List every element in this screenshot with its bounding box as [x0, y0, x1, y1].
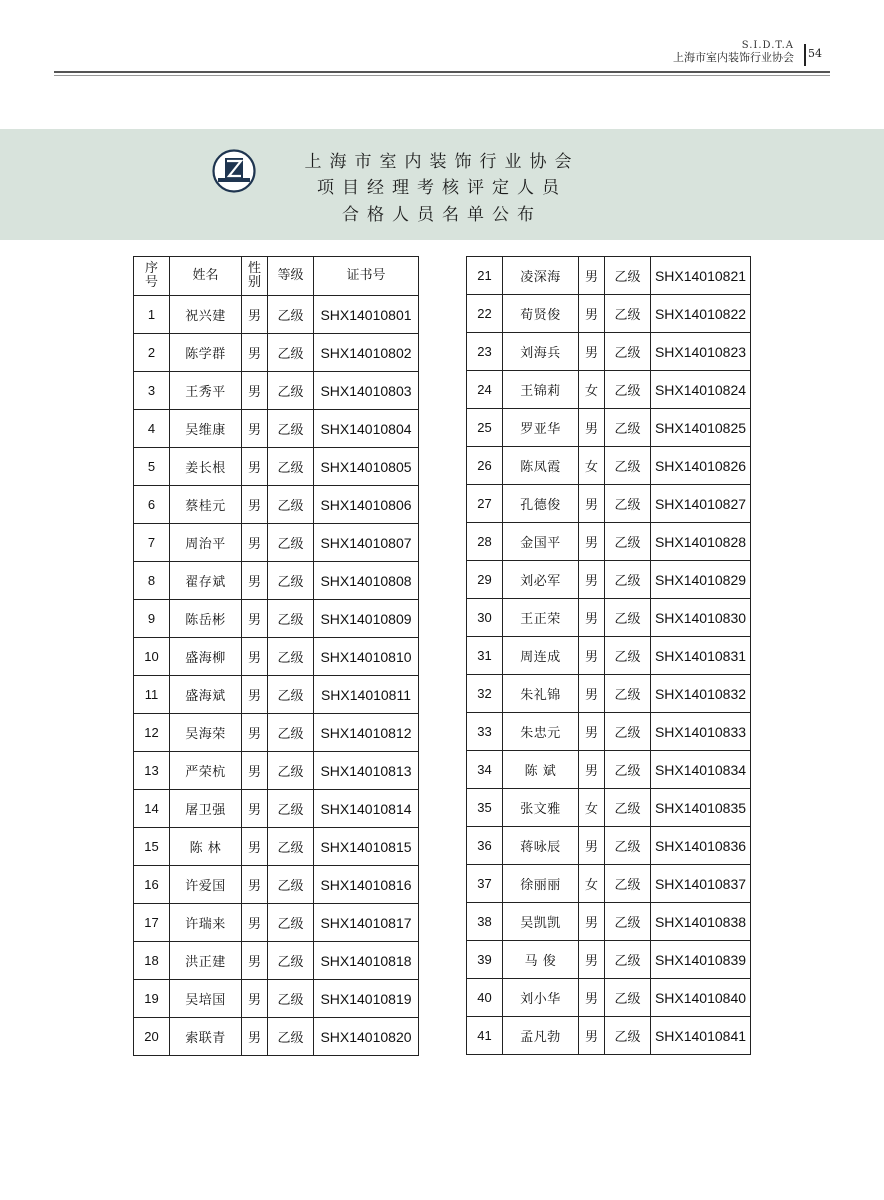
- row-gender: 男: [242, 942, 268, 980]
- row-grade: 乙级: [605, 257, 651, 295]
- row-grade: 乙级: [605, 713, 651, 751]
- row-grade: 乙级: [268, 600, 314, 638]
- row-name: 罗亚华: [503, 409, 579, 447]
- row-gender: 男: [242, 638, 268, 676]
- row-gender: 男: [242, 448, 268, 486]
- row-cert: SHX14010815: [314, 828, 419, 866]
- row-cert: SHX14010811: [314, 676, 419, 714]
- row-name: 孟凡勃: [503, 1017, 579, 1055]
- row-gender: 女: [579, 447, 605, 485]
- table-row: [467, 789, 751, 827]
- row-grade: 乙级: [268, 448, 314, 486]
- table-row: [134, 524, 419, 562]
- roster-table-left: [133, 256, 419, 1056]
- row-index: 37: [467, 865, 503, 903]
- row-grade: 乙级: [268, 714, 314, 752]
- row-index: 28: [467, 523, 503, 561]
- row-gender: 男: [579, 257, 605, 295]
- row-gender: 男: [242, 676, 268, 714]
- table-row: [134, 980, 419, 1018]
- table-header-row: [134, 257, 419, 296]
- row-gender: 男: [579, 751, 605, 789]
- row-gender: 男: [579, 295, 605, 333]
- header-abbreviation: S.I.D.T.A: [741, 40, 794, 51]
- banner-title-line-3: 合格人员名单公布: [342, 205, 542, 225]
- row-cert: SHX14010805: [314, 448, 419, 486]
- table-row: [467, 903, 751, 941]
- row-index: 30: [467, 599, 503, 637]
- row-grade: 乙级: [268, 296, 314, 334]
- row-index: 25: [467, 409, 503, 447]
- header-name: 姓名: [170, 257, 242, 296]
- header-divider: [804, 44, 806, 66]
- row-grade: 乙级: [268, 752, 314, 790]
- row-gender: 男: [242, 828, 268, 866]
- table-row: [467, 827, 751, 865]
- row-cert: SHX14010821: [651, 257, 751, 295]
- row-index: 6: [134, 486, 170, 524]
- row-cert: SHX14010836: [651, 827, 751, 865]
- row-gender: 男: [242, 562, 268, 600]
- row-gender: 男: [242, 486, 268, 524]
- header-rule: [54, 71, 830, 73]
- row-grade: 乙级: [605, 523, 651, 561]
- row-index: 5: [134, 448, 170, 486]
- row-cert: SHX14010837: [651, 865, 751, 903]
- row-name: 凌深海: [503, 257, 579, 295]
- row-grade: 乙级: [268, 486, 314, 524]
- row-grade: 乙级: [268, 410, 314, 448]
- row-cert: SHX14010804: [314, 410, 419, 448]
- row-grade: 乙级: [268, 638, 314, 676]
- row-index: 13: [134, 752, 170, 790]
- row-gender: 男: [579, 675, 605, 713]
- row-gender: 男: [579, 485, 605, 523]
- header-organization: 上海市室内装饰行业协会: [673, 51, 794, 64]
- row-grade: 乙级: [605, 599, 651, 637]
- row-gender: 男: [242, 866, 268, 904]
- row-gender: 男: [579, 409, 605, 447]
- row-name: 祝兴建: [170, 296, 242, 334]
- header-index-text: 序号: [144, 261, 158, 290]
- table-row: [467, 371, 751, 409]
- row-gender: 女: [579, 789, 605, 827]
- table-row: [134, 410, 419, 448]
- table-row: [467, 751, 751, 789]
- table-row: [134, 676, 419, 714]
- row-cert: SHX14010834: [651, 751, 751, 789]
- page-number: 54: [808, 47, 822, 60]
- row-gender: 男: [242, 1018, 268, 1056]
- row-grade: 乙级: [605, 637, 651, 675]
- row-name: 陈岳彬: [170, 600, 242, 638]
- row-cert: SHX14010841: [651, 1017, 751, 1055]
- table-row: [467, 713, 751, 751]
- row-index: 36: [467, 827, 503, 865]
- table-row: [134, 752, 419, 790]
- row-grade: 乙级: [268, 942, 314, 980]
- header-rule-thin: [54, 75, 830, 76]
- row-grade: 乙级: [268, 562, 314, 600]
- row-cert: SHX14010825: [651, 409, 751, 447]
- row-gender: 男: [242, 714, 268, 752]
- row-name: 周治平: [170, 524, 242, 562]
- row-cert: SHX14010822: [651, 295, 751, 333]
- row-name: 荀贤俊: [503, 295, 579, 333]
- row-cert: SHX14010802: [314, 334, 419, 372]
- table-row: [467, 941, 751, 979]
- row-cert: SHX14010839: [651, 941, 751, 979]
- row-gender: 男: [242, 410, 268, 448]
- row-cert: SHX14010814: [314, 790, 419, 828]
- row-name: 徐丽丽: [503, 865, 579, 903]
- row-index: 10: [134, 638, 170, 676]
- row-cert: SHX14010828: [651, 523, 751, 561]
- table-row: [467, 485, 751, 523]
- row-grade: 乙级: [268, 334, 314, 372]
- row-index: 40: [467, 979, 503, 1017]
- row-index: 29: [467, 561, 503, 599]
- row-cert: SHX14010807: [314, 524, 419, 562]
- table-row: [467, 1017, 751, 1055]
- table-row: [467, 257, 751, 295]
- row-grade: 乙级: [268, 980, 314, 1018]
- row-gender: 男: [579, 523, 605, 561]
- banner-title-line-1: 上海市室内装饰行业协会: [304, 152, 580, 172]
- table-row: [134, 562, 419, 600]
- table-row: [467, 561, 751, 599]
- row-cert: SHX14010827: [651, 485, 751, 523]
- row-gender: 女: [579, 371, 605, 409]
- table-row: [467, 675, 751, 713]
- row-grade: 乙级: [605, 333, 651, 371]
- row-name: 屠卫强: [170, 790, 242, 828]
- row-grade: 乙级: [605, 1017, 651, 1055]
- row-index: 7: [134, 524, 170, 562]
- table-row: [467, 333, 751, 371]
- header-gender-text: 性别: [247, 261, 261, 290]
- row-name: 盛海柳: [170, 638, 242, 676]
- row-cert: SHX14010831: [651, 637, 751, 675]
- row-grade: 乙级: [268, 828, 314, 866]
- row-index: 8: [134, 562, 170, 600]
- table-row: [467, 295, 751, 333]
- row-gender: 男: [579, 713, 605, 751]
- row-grade: 乙级: [605, 941, 651, 979]
- row-gender: 女: [579, 865, 605, 903]
- header-index: [134, 257, 170, 296]
- row-name: 盛海斌: [170, 676, 242, 714]
- row-index: 14: [134, 790, 170, 828]
- row-cert: SHX14010840: [651, 979, 751, 1017]
- row-gender: 男: [579, 827, 605, 865]
- row-name: 洪正建: [170, 942, 242, 980]
- row-gender: 男: [579, 979, 605, 1017]
- row-name: 严荣杭: [170, 752, 242, 790]
- row-index: 35: [467, 789, 503, 827]
- row-index: 17: [134, 904, 170, 942]
- row-name: 蔡桂元: [170, 486, 242, 524]
- row-grade: 乙级: [605, 979, 651, 1017]
- row-index: 11: [134, 676, 170, 714]
- row-cert: SHX14010808: [314, 562, 419, 600]
- row-index: 15: [134, 828, 170, 866]
- row-grade: 乙级: [268, 866, 314, 904]
- row-name: 周连成: [503, 637, 579, 675]
- table-row: [134, 866, 419, 904]
- row-gender: 男: [579, 637, 605, 675]
- table-row: [134, 372, 419, 410]
- row-index: 27: [467, 485, 503, 523]
- row-index: 22: [467, 295, 503, 333]
- table-row: [467, 523, 751, 561]
- row-cert: SHX14010830: [651, 599, 751, 637]
- row-cert: SHX14010819: [314, 980, 419, 1018]
- row-cert: SHX14010818: [314, 942, 419, 980]
- row-index: 18: [134, 942, 170, 980]
- row-gender: 男: [579, 941, 605, 979]
- row-cert: SHX14010810: [314, 638, 419, 676]
- row-gender: 男: [242, 334, 268, 372]
- row-index: 33: [467, 713, 503, 751]
- row-index: 32: [467, 675, 503, 713]
- row-grade: 乙级: [268, 1018, 314, 1056]
- table-row: [134, 448, 419, 486]
- row-grade: 乙级: [605, 409, 651, 447]
- row-name: 金国平: [503, 523, 579, 561]
- table-row: [134, 790, 419, 828]
- row-name: 蒋咏辰: [503, 827, 579, 865]
- row-index: 24: [467, 371, 503, 409]
- table-row: [134, 942, 419, 980]
- row-name: 陈 斌: [503, 751, 579, 789]
- row-cert: SHX14010809: [314, 600, 419, 638]
- row-name: 朱忠元: [503, 713, 579, 751]
- row-cert: SHX14010803: [314, 372, 419, 410]
- row-index: 26: [467, 447, 503, 485]
- row-grade: 乙级: [605, 751, 651, 789]
- row-grade: 乙级: [605, 371, 651, 409]
- row-gender: 男: [242, 600, 268, 638]
- row-cert: SHX14010816: [314, 866, 419, 904]
- row-cert: SHX14010824: [651, 371, 751, 409]
- row-name: 朱礼锦: [503, 675, 579, 713]
- table-row: [467, 409, 751, 447]
- row-grade: 乙级: [268, 372, 314, 410]
- row-gender: 男: [579, 1017, 605, 1055]
- row-grade: 乙级: [605, 789, 651, 827]
- row-gender: 男: [242, 752, 268, 790]
- table-row: [467, 599, 751, 637]
- row-cert: SHX14010826: [651, 447, 751, 485]
- row-gender: 男: [242, 980, 268, 1018]
- row-name: 王秀平: [170, 372, 242, 410]
- row-cert: SHX14010820: [314, 1018, 419, 1056]
- row-name: 陈学群: [170, 334, 242, 372]
- row-grade: 乙级: [605, 827, 651, 865]
- row-grade: 乙级: [605, 675, 651, 713]
- row-name: 王锦莉: [503, 371, 579, 409]
- row-grade: 乙级: [605, 865, 651, 903]
- row-index: 16: [134, 866, 170, 904]
- row-cert: SHX14010835: [651, 789, 751, 827]
- row-cert: SHX14010812: [314, 714, 419, 752]
- row-index: 9: [134, 600, 170, 638]
- roster-table-right: [466, 256, 751, 1055]
- row-index: 41: [467, 1017, 503, 1055]
- table-row: [134, 296, 419, 334]
- row-index: 38: [467, 903, 503, 941]
- row-cert: SHX14010829: [651, 561, 751, 599]
- row-gender: 男: [579, 903, 605, 941]
- row-grade: 乙级: [605, 447, 651, 485]
- row-index: 19: [134, 980, 170, 1018]
- row-name: 翟存斌: [170, 562, 242, 600]
- row-index: 3: [134, 372, 170, 410]
- row-cert: SHX14010833: [651, 713, 751, 751]
- row-index: 2: [134, 334, 170, 372]
- banner-title-line-2: 项目经理考核评定人员: [317, 178, 567, 198]
- table-row: [134, 334, 419, 372]
- row-grade: 乙级: [268, 904, 314, 942]
- header-gender: [242, 257, 268, 296]
- header-cert: 证书号: [314, 257, 419, 296]
- row-name: 许爱国: [170, 866, 242, 904]
- row-grade: 乙级: [605, 485, 651, 523]
- table-row: [134, 828, 419, 866]
- row-grade: 乙级: [605, 561, 651, 599]
- row-name: 吴凯凯: [503, 903, 579, 941]
- table-row: [134, 600, 419, 638]
- row-cert: SHX14010813: [314, 752, 419, 790]
- table-row: [134, 486, 419, 524]
- table-row: [134, 1018, 419, 1056]
- row-name: 刘海兵: [503, 333, 579, 371]
- row-index: 20: [134, 1018, 170, 1056]
- row-index: 31: [467, 637, 503, 675]
- row-cert: SHX14010806: [314, 486, 419, 524]
- row-name: 许瑞来: [170, 904, 242, 942]
- association-logo-icon: [212, 149, 256, 193]
- row-index: 12: [134, 714, 170, 752]
- row-index: 1: [134, 296, 170, 334]
- row-index: 21: [467, 257, 503, 295]
- running-header: [673, 40, 822, 65]
- row-grade: 乙级: [268, 676, 314, 714]
- row-index: 4: [134, 410, 170, 448]
- row-name: 姜长根: [170, 448, 242, 486]
- table-row: [467, 979, 751, 1017]
- row-index: 39: [467, 941, 503, 979]
- row-grade: 乙级: [605, 295, 651, 333]
- row-gender: 男: [242, 372, 268, 410]
- row-gender: 男: [242, 790, 268, 828]
- row-cert: SHX14010832: [651, 675, 751, 713]
- row-name: 吴维康: [170, 410, 242, 448]
- row-cert: SHX14010838: [651, 903, 751, 941]
- row-name: 张文雅: [503, 789, 579, 827]
- row-name: 索联青: [170, 1018, 242, 1056]
- row-name: 吴海荣: [170, 714, 242, 752]
- row-cert: SHX14010817: [314, 904, 419, 942]
- row-name: 刘小华: [503, 979, 579, 1017]
- row-name: 吴培国: [170, 980, 242, 1018]
- table-row: [467, 865, 751, 903]
- row-gender: 男: [242, 904, 268, 942]
- row-gender: 男: [242, 524, 268, 562]
- header-grade: 等级: [268, 257, 314, 296]
- row-grade: 乙级: [268, 524, 314, 562]
- row-name: 陈 林: [170, 828, 242, 866]
- row-gender: 男: [579, 561, 605, 599]
- row-name: 孔德俊: [503, 485, 579, 523]
- row-name: 马 俊: [503, 941, 579, 979]
- row-index: 34: [467, 751, 503, 789]
- row-name: 陈凤霞: [503, 447, 579, 485]
- table-row: [467, 447, 751, 485]
- row-gender: 男: [579, 333, 605, 371]
- row-name: 刘必军: [503, 561, 579, 599]
- table-row: [134, 714, 419, 752]
- table-row: [134, 904, 419, 942]
- table-row: [467, 637, 751, 675]
- row-grade: 乙级: [268, 790, 314, 828]
- row-cert: SHX14010823: [651, 333, 751, 371]
- row-gender: 男: [579, 599, 605, 637]
- row-cert: SHX14010801: [314, 296, 419, 334]
- table-row: [134, 638, 419, 676]
- row-index: 23: [467, 333, 503, 371]
- row-gender: 男: [242, 296, 268, 334]
- row-grade: 乙级: [605, 903, 651, 941]
- row-name: 王正荣: [503, 599, 579, 637]
